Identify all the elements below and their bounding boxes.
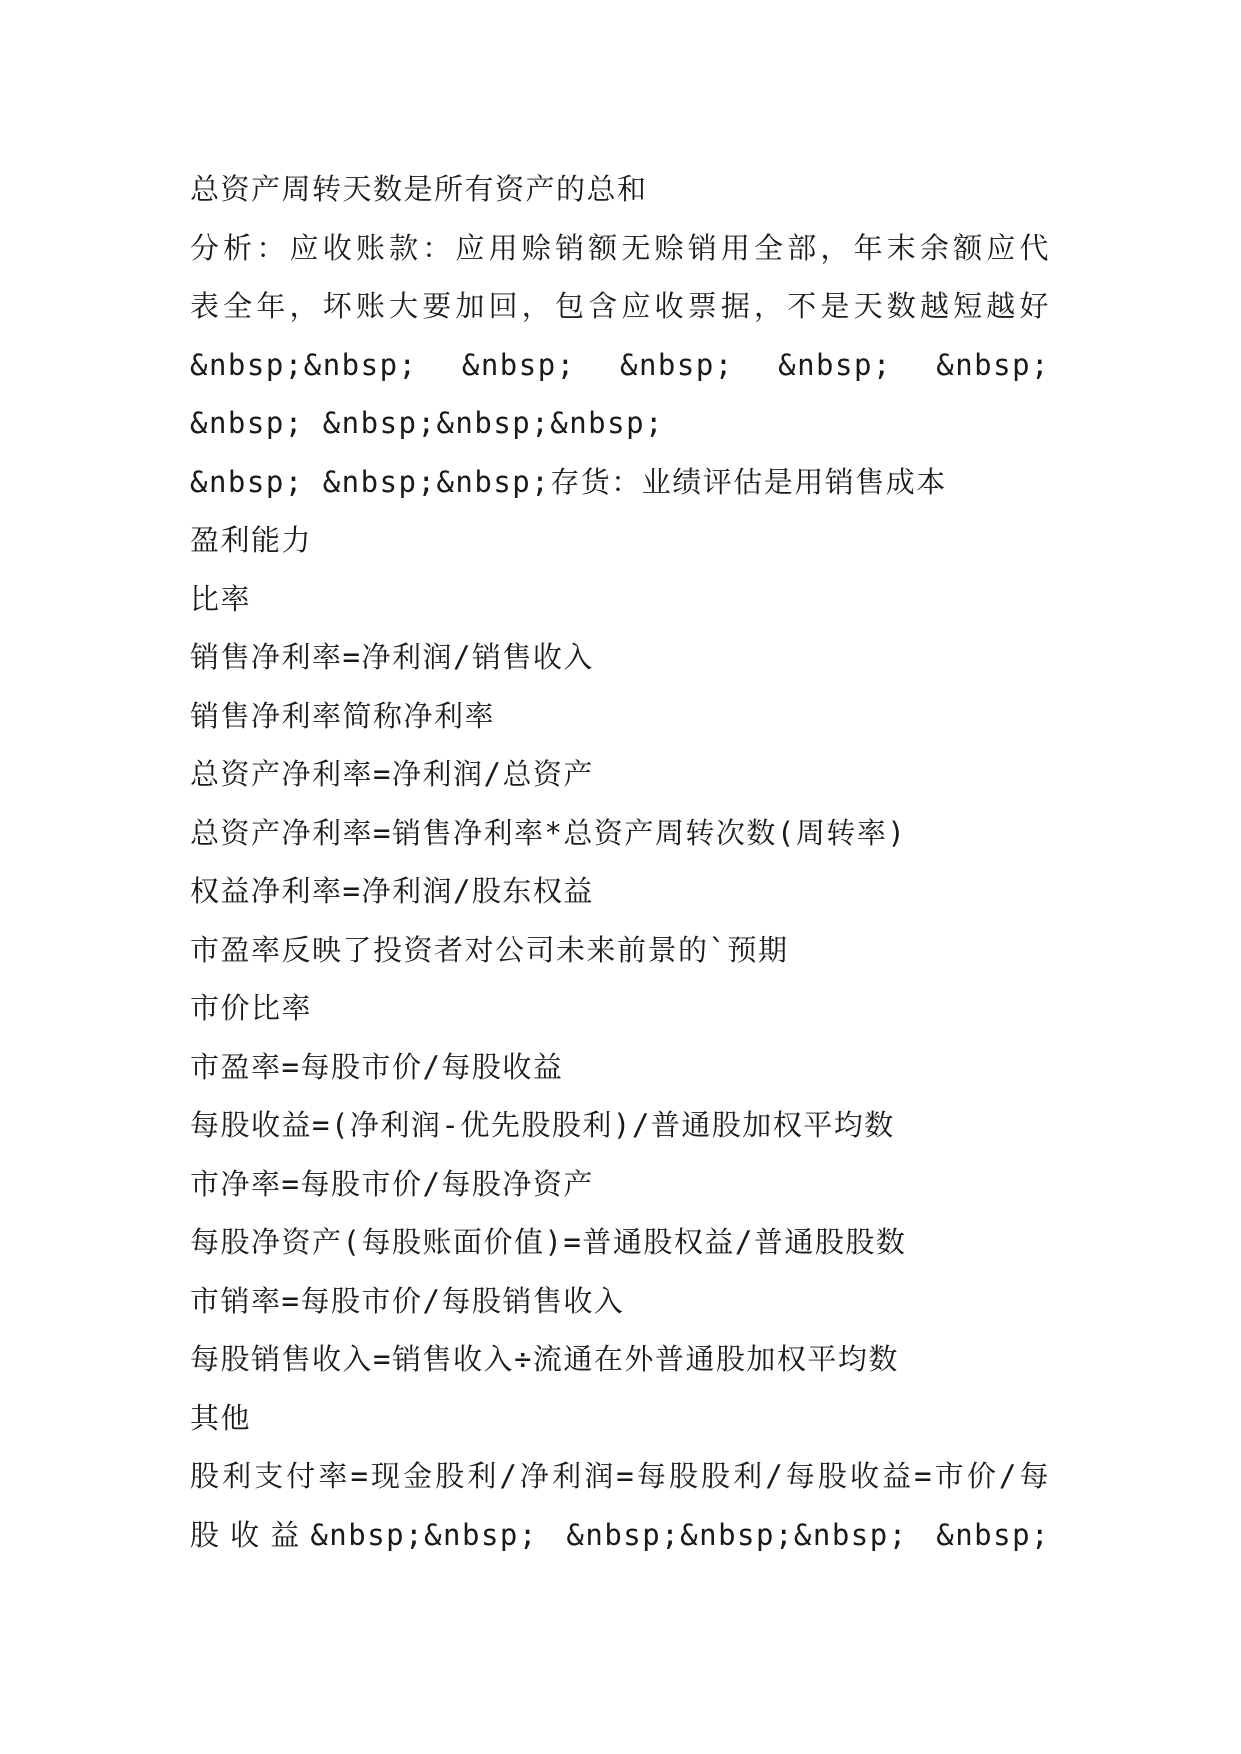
document-body [190,160,1050,1564]
text-line: 比率 [190,581,252,616]
text-line: 股利支付率=现金股利/净利润=每股股利/每股收益=市价/每 [190,1459,1050,1493]
text-line: 总资产净利率=销售净利率*总资产周转次数(周转率) [190,815,907,850]
text-line: 表全年，坏账大要加回，包含应收票据，不是天数越短越好 [190,289,1050,323]
text-line: 销售净利率简称净利率 [190,698,496,733]
text-line: 市盈率=每股市价/每股收益 [190,1049,564,1084]
text-line: 市盈率反映了投资者对公司未来前景的`预期 [190,932,789,967]
text-line: 市净率=每股市价/每股净资产 [190,1166,594,1201]
text-line: 分析：应收账款：应用赊销额无赊销用全部，年末余额应代 [190,230,1050,265]
text-line: 每股销售收入=销售收入÷流通在外普通股加权平均数 [190,1342,899,1376]
text-line: 销售净利率=净利润/销售收入 [190,640,594,674]
text-line: 股收益&nbsp;&nbsp; &nbsp;&nbsp;&nbsp; &nbsp; [190,1517,1050,1552]
text-line: 总资产净利率=净利润/总资产 [190,757,594,791]
text-line: 盈利能力 [190,523,313,557]
text-line: &nbsp; &nbsp;&nbsp;&nbsp; [190,406,664,440]
text-line: 其他 [190,1400,252,1435]
text-line: &nbsp; &nbsp;&nbsp;存货：业绩评估是用销售成本 [190,464,947,499]
text-line: &nbsp;&nbsp; &nbsp; &nbsp; &nbsp; &nbsp; [190,347,1050,382]
text-line: 市价比率 [190,991,313,1025]
text-line: 每股收益=(净利润-优先股股利)/普通股加权平均数 [190,1108,895,1142]
text-line: 市销率=每股市价/每股销售收入 [190,1283,625,1318]
text-line: 总资产周转天数是所有资产的总和 [190,172,648,206]
text-line: 权益净利率=净利润/股东权益 [190,874,594,908]
text-line: 每股净资产(每股账面价值)=普通股权益/普通股股数 [190,1225,907,1259]
